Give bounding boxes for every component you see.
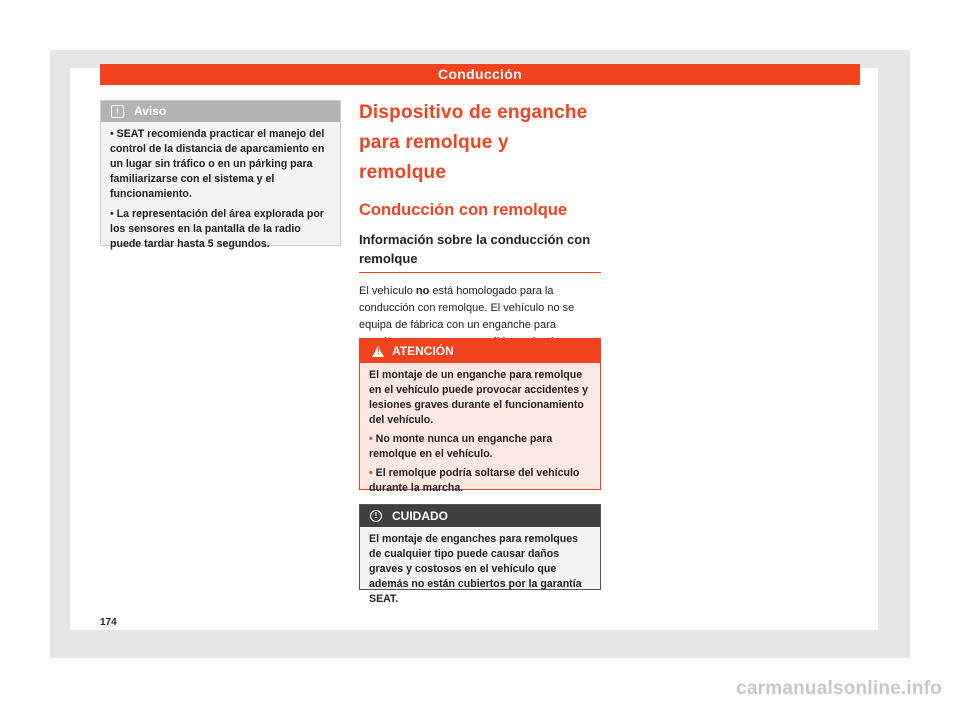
bullet-icon: • bbox=[110, 128, 114, 140]
warning-icon: ! bbox=[372, 346, 384, 357]
cuidado-title: CUIDADO bbox=[392, 509, 448, 523]
aviso-header bbox=[101, 101, 340, 122]
section-title: Dispositivo de enganche para remolque y remolque bbox=[359, 102, 588, 183]
main-column bbox=[359, 98, 601, 368]
body-paragraph: El vehículo no está homologado para la conducción con remolque. El vehículo no se equipa de fábrica con un enganche para bbox=[359, 285, 575, 331]
cuidado-text: El montaje de enganches para remolques de cualquier tipo puede causar daños graves y costosos en el vehículo que además no están cubiertos por la garantía SEAT. bbox=[369, 533, 582, 605]
cuidado-header bbox=[360, 505, 600, 527]
exclamation-circle-icon: ! bbox=[370, 510, 382, 522]
atencion-body bbox=[360, 363, 600, 496]
aviso-body bbox=[101, 122, 340, 252]
aviso-note-box bbox=[100, 100, 341, 250]
atencion-intro: El montaje de un enganche para remolque en el vehículo puede provocar accidentes y lesiones graves durante el funcionamiento del vehículo. bbox=[369, 369, 589, 426]
topic-title: Información sobre la conducción con remolque bbox=[359, 230, 601, 273]
cuidado-body bbox=[360, 527, 600, 607]
info-icon: i bbox=[111, 105, 124, 118]
cuidado-caution-box bbox=[359, 504, 601, 605]
bullet-icon: • bbox=[369, 433, 373, 445]
aviso-item: • SEAT recomienda practicar el manejo del control de la distancia de aparcamiento en un lugar sin tráfico o en un párking para familiarizarse con el sistema y el funcionamiento. bbox=[110, 128, 325, 200]
watermark: carmanualsonline.info bbox=[736, 678, 942, 699]
atencion-item: • El remolque podría soltarse del vehículo durante la marcha. bbox=[369, 467, 580, 494]
aviso-item: • La representación del área explorada por los sensores en la pantalla de la radio puede tardar hasta 5 segundos. bbox=[110, 208, 324, 250]
atencion-header bbox=[360, 339, 600, 363]
atencion-title: ATENCIÓN bbox=[392, 344, 454, 358]
aviso-title: Aviso bbox=[134, 104, 167, 118]
chapter-header: Conducción bbox=[100, 64, 860, 85]
page-number: 174 bbox=[100, 617, 117, 628]
atencion-item: • No monte nunca un enganche para remolque en el vehículo. bbox=[369, 433, 553, 460]
atencion-warning-box bbox=[359, 338, 601, 494]
bullet-icon: • bbox=[369, 467, 373, 479]
bullet-icon: • bbox=[110, 208, 114, 220]
subsection-title: Conducción con remolque bbox=[359, 201, 568, 219]
